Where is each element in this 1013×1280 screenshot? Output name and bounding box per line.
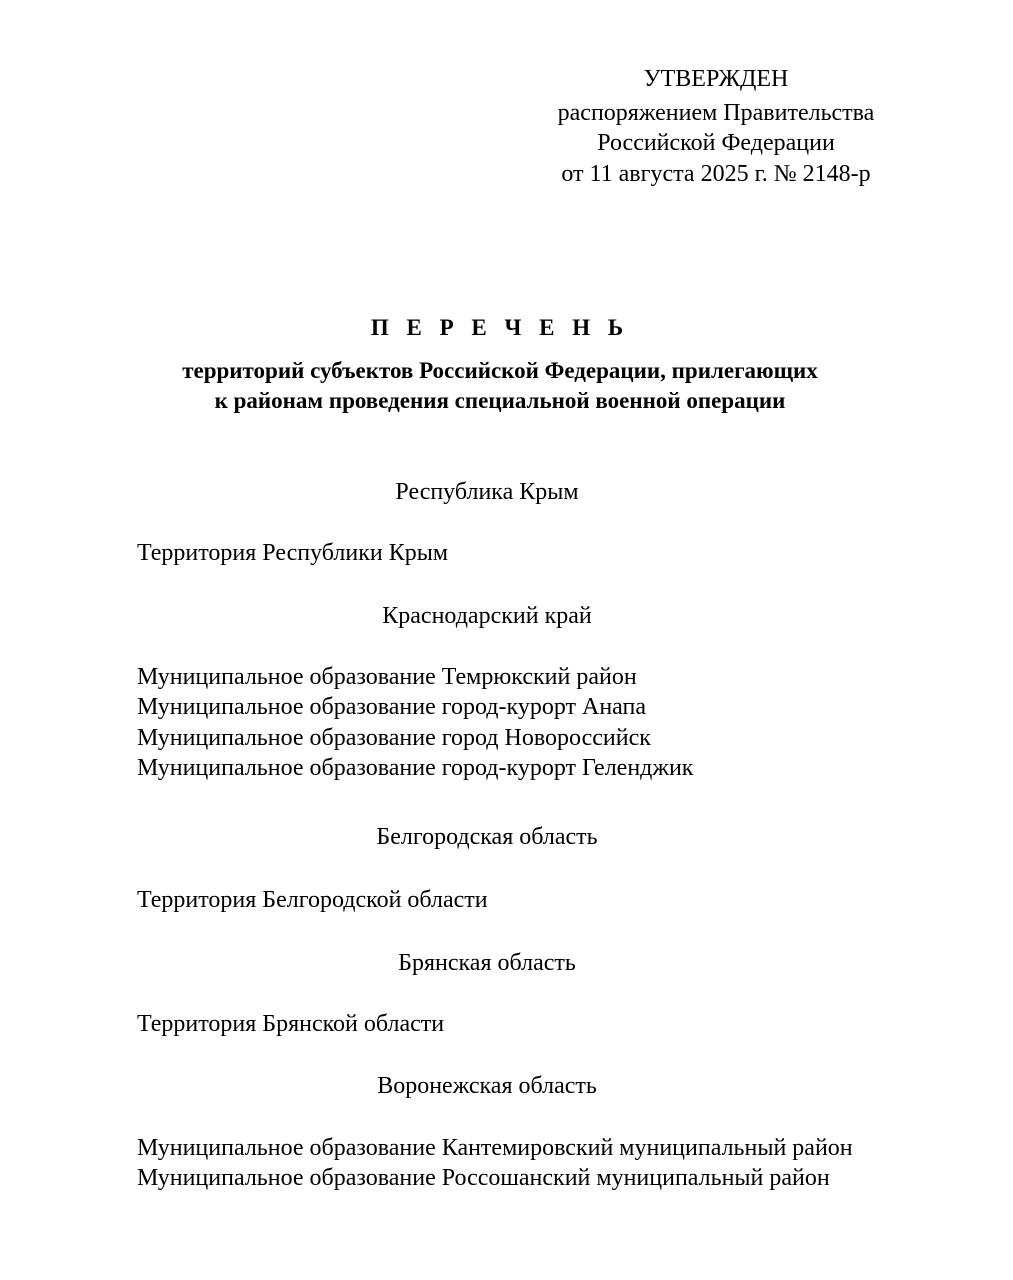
territory-entry: Территория Белгородской области	[137, 887, 488, 913]
territory-entry: Муниципальное образование Темрюкский район	[137, 664, 637, 690]
region-heading: Воронежская область	[377, 1073, 597, 1099]
document-subtitle-line-2: к районам проведения специальной военной операции	[214, 388, 786, 413]
territory-entry: Муниципальное образование город-курорт Анапа	[137, 694, 647, 721]
approval-line-1: распоряжением Правительства	[557, 99, 875, 126]
region-heading: Краснодарский край	[382, 603, 592, 629]
region-entries	[137, 1009, 444, 1039]
territory-entry: Муниципальное образование город Новороссийск	[137, 724, 651, 751]
approval-stamp	[540, 64, 892, 189]
approval-heading: УТВЕРЖДЕН	[643, 66, 789, 92]
region-heading: Брянская область	[398, 950, 576, 976]
document-subtitle	[100, 356, 900, 416]
territory-entry: Муниципальное образование Кантемировский муниципальный район	[137, 1135, 853, 1161]
territory-entry: Территория Республики Крым	[137, 540, 449, 566]
region-entries	[137, 662, 693, 783]
region-heading: Республика Крым	[395, 479, 579, 505]
document-subtitle-line-1: территорий субъектов Российской Федерации, прилегающих	[182, 358, 818, 383]
territory-entry: Территория Брянской области	[137, 1011, 445, 1037]
region-heading: Белгородская область	[376, 824, 598, 850]
region-entries	[137, 1133, 853, 1194]
region-entries	[137, 885, 488, 915]
territory-entry: Муниципальное образование город-курорт Геленджик	[137, 754, 694, 781]
approval-line-2: Российской Федерации	[597, 130, 835, 156]
document-title: П Е Р Е Ч Е Н Ь	[370, 315, 630, 340]
region-entries	[137, 538, 448, 568]
approval-line-3: от 11 августа 2025 г. № 2148-р	[561, 160, 871, 187]
territory-entry: Муниципальное образование Россошанский муниципальный район	[137, 1165, 830, 1192]
